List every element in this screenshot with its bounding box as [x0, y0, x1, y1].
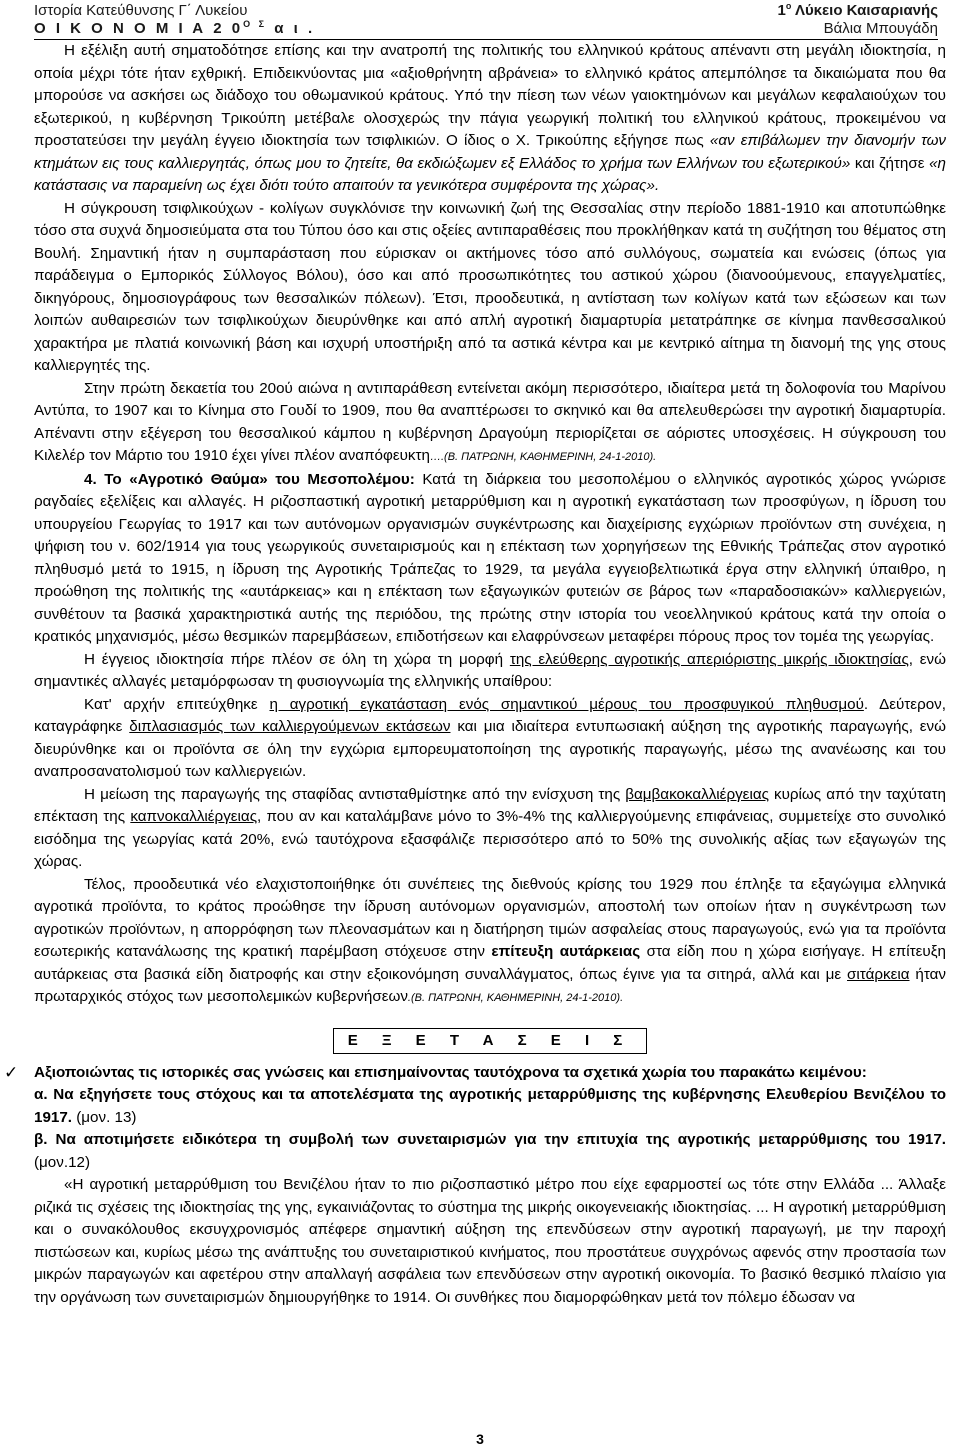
source-quote: «Η αγροτική μεταρρύθμιση του Βενιζέλου ήταν το πιο ριζοσπαστικό μέτρο που είχε εφαρμοστεί ως τότε στην Ελλάδα ... Άλλαξε ριζικά τις σχέσεις της ιδιοκτησίας της γης, εγκαινιάζοντας το σύστημα της μικρής οικογενειακής ιδιοκτησίας. ... Η αγροτική μεταρρύθμιση και ο συνακόλουθος εκσυγχρονισμός απέφερε σημαντική αύξηση της επενδύσεων στην αγροτική παραγωγή, με την παροχή πιστώσεων και, κυρίως μέσω της ανάπτυξης του συνεταιριστικού κινήματος, που προστάτευε συγχρόνως αφενός στην προστασία των μικρών παραγωγών και αφετέρου στην απαλλαγή ασφάλεια των επενδύσεων στην αγροτική οικονομία. Το βασικό θεσμικό πλαίσιο για την οργάνωση των συνεταιρισμών δημιουργήθηκε το 1914. Οι συνθήκες που διαμορφώθηκαν μετά τον πόλεμο έδωσαν να	[34, 1176, 946, 1306]
paragraph: Στην πρώτη δεκαετία του 20ού αιώνα η αντιπαράθεση εντείνεται ακόμη περισσότερο, ιδιαίτερα μετά τη δολοφονία του Μαρίνου Αντύπα, το 1907 και το Κίνημα στο Γουδί το 1909, που θα αναπτέρωσει το σκηνικό και θα απελευθερώσει την αγροτική διαμαρτυρία. Απέναντι στην εξέγερση του θεσσαλικού κάμπου η κυβέρνηση Δραγούμη περιορίζεται σε αόριστες υποσχέσεις. Η σύγκρουση του Κιλελέρ τον Μάρτιο του 1910 έχει γίνει πλέον αναπόφευκτη….(Β. ΠΑΤΡΩΝΗ, ΚΑΘΗΜΕΡΙΝΗ, 24-1-2010).	[34, 379, 946, 464]
course-title: Ιστορία Κατεύθυνσης Γ΄ Λυκείου	[34, 2, 248, 19]
paragraph: Η σύγκρουση τσιφλικούχων - κολίγων συγκλόνισε την κοινωνική ζωή της Θεσσαλίας στην περίοδο 1881-1910 και αποτυπώθηκε τόσο στα συχνά δημοσιεύματα στα του Τύπου όσο και στις οξείες αντιπαραθέσεις που προκλήθηκαν κατά τη συζήτηση του θέματος στη Βουλή. Σημαντική ήταν η συμπαράσταση που εύρισκαν οι ακτήμονες τόσο από συλλόγους, σωματεία και ενώσεις (όπως για παράδειγμα ο Εμπορικός Σύλλογος Βόλου), όσο και από προσωπικότητες του αστικού χώρου (διανοούμενους, επαγγελματίες, δικηγόρους, δημοσιογράφους των θεσσαλικών πόλεων). Έτσι, προοδευτικά, η αντίσταση των κολίγων κατά των εξώσεων και των λοιπών αυθαιρεσιών των τσιφλικούχων διευρύνθηκε και από απλή αγροτική διαμαρτυρία μετατράπηκε σε κίνημα πανθεσσαλικού χαρακτήρα με πλατιά κοινωνική βάση και ισχυρή υποστήριξη από τα αστικά κέντρα και με κεντρικό αίτημα τη διανομή της γης στους καλλιεργητές της.	[34, 199, 946, 374]
document-body	[4, 40, 947, 1309]
section-label: Ο Ι Κ Ο Ν Ο Μ Ι Α 2 $0^{O \Sigma}$ α ι .	[34, 19, 316, 37]
author-name: Βάλια Μπουγάδη	[823, 20, 938, 37]
exercises-heading: Ε Ξ Ε Τ Α Σ Ε Ι Σ	[333, 1028, 648, 1054]
paragraph: Τέλος, προοδευτικά νέο ελαχιστοποιήθηκε ότι συνέπειες της διεθνούς κρίσης του 1929 που έπληξε τα εξαγώγιμα ελληνικά αγροτικά προϊόντα, το κράτος προώθησε την ίδρυση αυτόνομων οργανισμών, αποστολή των οποίων ήταν η συγκέντρωση των αγροτικών προϊόντων, η απορρόφηση των πλεονασμάτων και η διατήρηση τιμών ασφαλείας στους παραγωγούς, ενώ για τα προϊόντα εσωτερικής κατανάλωσης της κρατική παρέμβαση στόχευσε στην επίτευξη αυτάρκειας στα είδη που η χώρα εισήγαγε. Η επίτευξη αυτάρκειας στα βασικά είδη διατροφής και στην εξοικονόμηση συναλλάγματος, όπως έγινε για τα σιτηρά, αλλά και με σιτάρκεια ήταν πρωταρχικός στόχος των μεσοπολεμικών κυβερνήσεων.(Β. ΠΑΤΡΩΝΗ, ΚΑΘΗΜΕΡΙΝΗ, 24-1-2010).	[34, 875, 947, 1005]
paragraph: Η έγγειος ιδιοκτησία πήρε πλέον σε όλη τη χώρα τη μορφή της ελεύθερης αγροτικής απεριόριστης μικρής ιδιοκτησίας, ενώ σημαντικές αλλαγές μεταμόρφωσαν τη φυσιογνωμία της ελληνικής υπαίθρου:	[34, 650, 946, 690]
paragraph: 4. Το «Αγροτικό Θαύμα» του Μεσοπολέμου: Κατά τη διάρκεια του μεσοπολέμου ο ελληνικός αγροτικός χώρος γνώρισε ραγδαίες εξελίξεις και αλλαγές. Η ριζοσπαστική αγροτική μεταρρύθμιση και η αγροτική εγκατάσταση των προσφύγων, η ίδρυση του υπουργείου Γεωργίας το 1917 και των αυτόνομων οργανισμών συγκέντρωσης και διαχείρισης εγχώριων προϊόντων στη συνέχεια, η ψήφιση του ν. 602/1914 για τους γεωργικούς συνεταιρισμούς και η επέκταση των χορηγήσεων της Εθνικής Τράπεζας στον αγροτικό πληθυσμό μετά το 1915, η ίδρυση της Αγροτικής Τράπεζας το 1929, τα μεγάλα εγγειοβελτιωτικά έργα στην ελληνική ύπαιθρο, η προώθηση της πολιτικής της «αυτάρκειας» και η επέκταση των εξαγωγικών φυτειών σε βάρος των «παραδοσιακών» καλλιεργειών, συνθέτουν τα βασικά χαρακτηριστικά αυτής της περιόδου, της πρώτης στην ιστορία του νεοελληνικού κράτους κατά την οποία ο κρατικός μηχανισμός, μέσω θεσμικών παρεμβάσεων, επιδοτήσεων και ελαφρύνσεων μεταφέρει πόρους προς τον τομέα της γεωργίας.	[34, 470, 946, 645]
question-a: α. Να εξηγήσετε τους στόχους και τα αποτελέσματα της αγροτικής μεταρρύθμισης της κυβέρνησης Ελευθερίου Βενιζέλου το 1917. (μον. 13)	[34, 1086, 946, 1126]
page-header	[34, 2, 938, 38]
page-number: 3	[476, 1431, 484, 1447]
source-citation: .(Β. ΠΑΤΡΩΝΗ, ΚΑΘΗΜΕΡΙΝΗ, 24-1-2010).	[407, 992, 624, 1004]
paragraph: Η εξέλιξη αυτή σηματοδότησε επίσης και την ανατροπή της πολιτικής του ελληνικού κράτους απέναντι στη μεγάλη ιδιοκτησία, η οποία μέχρι τότε ήταν εχθρική. Επιδεικνύοντας μια «αξιοθρήνητη αβράνεια» το ελληνικό κράτος απεμπόλησε τα δικαιώματα που θα μπορούσε να ασκήσει ως διάδοχο του οθωμανικού κράτους. Υπό την πίεση των νέων γαιοκτημόνων και μεγάλων κεφαλαιούχων του εξωτερικού, η κυβέρνηση Τρικούπη μετέβαλε ολοσχερώς την πάγια γεωργική πολιτική του ελληνικού κράτους, προκειμένου να προστατεύσει την μεγάλη έγγειο ιδιοκτησία των τσιφλικιών. Ο ίδιος ο Χ. Τρικούπης εξήγησε πως «αν επιβάλωμεν την διανομήν των κτημάτων εις τους καλλιεργητάς, όπως μου το ζητείτε, θα εκδιώξωμεν εξ Ελλάδος το χρήμα των Ελλήνων του εξωτερικού» και ζήτησε «η κατάστασις να παραμείνη ως έχει διότι τούτο απαιτούν τα γενικότερα συμφέροντα της χώρας».	[34, 42, 946, 194]
exercises-heading-wrap	[34, 1028, 946, 1054]
instruction: ✓ Αξιοποιώντας τις ιστορικές σας γνώσεις και επισημαίνοντας ταυτόχρονα τα σχετικά χωρία του παρακάτω κειμένου:	[34, 1062, 946, 1085]
paragraph: Η μείωση της παραγωγής της σταφίδας αντισταθμίστηκε από την ενίσχυση της βαμβακοκαλλιέργειας κυρίως από την ταχύτατη επέκταση της καπνοκαλλιέργειας, που αν και καταλάμβανε μόνο το 3%-4% της καλλιεργούμενης επιφάνειας, συμμετείχε στο συνολικό εισόδημα της γεωργίας κατά 20%, ενώ ταυτόχρονα εξασφάλιζε περισσότερο από το 50% της συνολικής αξίας των εξαγωγών της χώρας.	[34, 785, 946, 870]
question-b: β. Να αποτιμήσετε ειδικότερα τη συμβολή των συνεταιρισμών για την επιτυχία της αγροτικής μεταρρύθμισης του 1917. (μον.12)	[34, 1131, 946, 1171]
school-name: $1^o$ Λύκειο Καισαριανής	[777, 1, 938, 19]
paragraph: Κατ' αρχήν επιτεύχθηκε η αγροτική εγκατάσταση ενός σημαντικού μέρους του προσφυγικού πληθυσμού. Δεύτερον, καταγράφηκε διπλασιασμός των καλλιεργούμενων εκτάσεων και μια ιδιαίτερα εντυπωσιακή αύξηση της αγροτικής παραγωγής, ενώ διευρύνθηκε και οι προϊόντα σε όλη την εγχώρια εμπορευματοποίηση της αγροτικής παραγωγής, μέσω της ανανέωσης και του αναπροσανατολισμού των καλλιεργειών.	[34, 695, 946, 780]
source-citation: ….(Β. ΠΑΤΡΩΝΗ, ΚΑΘΗΜΕΡΙΝΗ, 24-1-2010).	[429, 451, 657, 463]
section-heading: 4. Το «Αγροτικό Θαύμα» του Μεσοπολέμου:	[84, 470, 415, 488]
checkmark-icon: ✓	[4, 1062, 19, 1082]
